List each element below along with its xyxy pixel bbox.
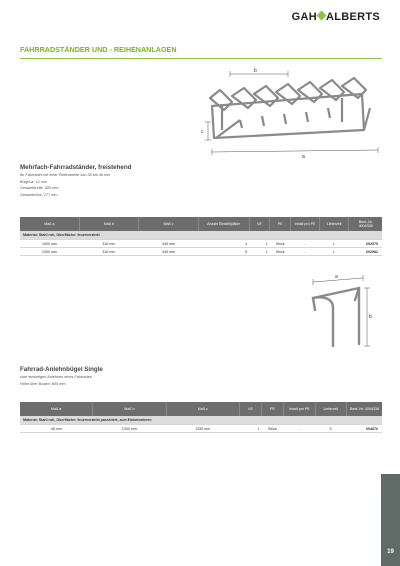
col-header: Best.-Nr. 4004338 bbox=[349, 217, 382, 231]
dim-label-c: c bbox=[201, 129, 204, 135]
cell: 1 bbox=[249, 240, 270, 248]
spec-line: Gesamtbreite: 320 mm bbox=[20, 186, 59, 190]
brand-right: ALBERTS bbox=[325, 11, 380, 23]
brand-logo bbox=[292, 11, 380, 23]
product2-table bbox=[20, 402, 382, 433]
section-title: FAHRRADSTÄNDER UND - REIHENANLAGEN bbox=[20, 45, 177, 54]
cell: 316 mm bbox=[79, 248, 139, 256]
col-header: VE bbox=[239, 402, 261, 416]
cell: 1 bbox=[249, 248, 270, 256]
dim-label-b: b bbox=[369, 314, 372, 320]
logo-diamond-icon bbox=[317, 11, 327, 21]
col-header: Maß b bbox=[79, 217, 139, 231]
cell: 345 mm bbox=[139, 248, 199, 256]
cell: L bbox=[320, 248, 349, 256]
col-header: Maß a bbox=[20, 217, 79, 231]
cell: 1000 mm bbox=[20, 240, 79, 248]
cell: L bbox=[320, 240, 349, 248]
material-row: Material: Stahl roh, Oberfläche: feuerverzinkt bbox=[20, 231, 382, 240]
dim-label-b: b bbox=[254, 68, 257, 74]
spec-line: zum einseitigen Anlehnen eines Fahrrades bbox=[20, 375, 92, 379]
product2-title: Fahrrad-Anlehnbügel Single bbox=[20, 366, 103, 373]
col-header: PE bbox=[270, 217, 291, 231]
cell: - bbox=[290, 240, 319, 248]
bike-rack-image bbox=[192, 68, 382, 160]
order-number: 692575 bbox=[349, 240, 382, 248]
col-header: Anzahl Einstellplätze bbox=[198, 217, 249, 231]
cell: S bbox=[315, 425, 346, 433]
table-header-row bbox=[20, 402, 382, 416]
page-number: 19 bbox=[387, 549, 394, 555]
col-header: PE bbox=[262, 402, 284, 416]
cell: 1 bbox=[239, 425, 261, 433]
spec-line: Höhe über Boden: 800 mm bbox=[20, 381, 66, 386]
product1-table bbox=[20, 217, 382, 256]
cell: - bbox=[284, 425, 315, 433]
order-number: 692582 bbox=[349, 248, 382, 256]
cell: 345 mm bbox=[139, 240, 199, 248]
spec-line: Gesamthöhe: 277 mm bbox=[20, 192, 58, 197]
table-row bbox=[20, 240, 382, 248]
col-header: Best.-Nr. 4004338 bbox=[346, 402, 382, 416]
brand-left: GAH bbox=[291, 11, 317, 23]
cell: 1300 mm bbox=[93, 425, 166, 433]
cell: 1250 mm bbox=[166, 425, 239, 433]
dim-label-a: a bbox=[335, 274, 338, 280]
cell: 1300 mm bbox=[20, 248, 79, 256]
cell: 316 mm bbox=[79, 240, 139, 248]
order-number: 694876 bbox=[346, 425, 382, 433]
col-header: Lieferzeit bbox=[320, 217, 349, 231]
col-header: Inhalt pro PE bbox=[290, 217, 319, 231]
product2-specs bbox=[20, 374, 92, 387]
spec-line: Bügel-ø: 12 mm bbox=[20, 179, 48, 184]
dim-label-a: a bbox=[302, 154, 305, 160]
lean-bar-image bbox=[295, 274, 383, 354]
table-header-row bbox=[20, 217, 382, 231]
material-row: Material: Stahl roh, Oberfläche: feuerverzinkt passiviert, zum Einbetonieren bbox=[20, 416, 382, 425]
cell: Stück bbox=[270, 248, 291, 256]
col-header: Maß c bbox=[139, 217, 199, 231]
product1-title: Mehrfach-Fahrradständer, freistehend bbox=[20, 164, 132, 171]
section-divider bbox=[20, 58, 382, 59]
table-row bbox=[20, 248, 382, 256]
cell: 4 bbox=[198, 240, 249, 248]
table-row bbox=[20, 425, 382, 433]
col-header: Maß b bbox=[93, 402, 166, 416]
product1-specs bbox=[20, 172, 110, 198]
cell: Stück bbox=[270, 240, 291, 248]
col-header: Maß c bbox=[166, 402, 239, 416]
col-header: Inhalt pro PE bbox=[284, 402, 315, 416]
col-header: Maß ø bbox=[20, 402, 93, 416]
cell: 48 mm bbox=[20, 425, 93, 433]
cell: 5 bbox=[198, 248, 249, 256]
spec-line: für Fahrräder mit einer Reifenbreite von 35 bis 45 mm bbox=[20, 173, 111, 177]
col-header: Lieferzeit bbox=[315, 402, 346, 416]
col-header: VE bbox=[249, 217, 270, 231]
cell: Stück bbox=[262, 425, 284, 433]
cell: - bbox=[290, 248, 319, 256]
